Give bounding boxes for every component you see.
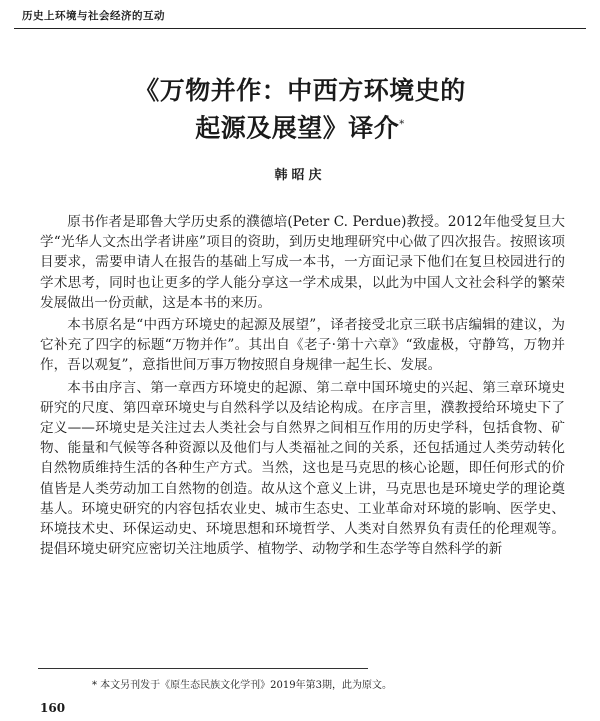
- article-title: [0, 74, 600, 145]
- title-line-2: [0, 108, 600, 145]
- running-head: 历史上环境与社会经济的互动: [22, 10, 165, 22]
- title-line-2-text: 起源及展望》译介: [195, 113, 400, 143]
- title-line-1: 《万物并作：中西方环境史的: [134, 76, 466, 105]
- paragraph-3: 本书由序言、第一章西方环境史的起源、第二章中国环境史的兴起、第三章环境史研究的尺度、第四章环境史与自然科学以及结论构成。在序言里，濮教授给环境史下了定义——环境史是关注过去人类社会与自然界之间相互作用的历史学科，包括食物、矿物、能量和气候等各种资源以及他们与人类福祉之间的关系，还包括通过人类劳动转化自然物质维持生活的各种生产方式。当然，这也是马克思的核心论题，即任何形式的价值皆是人类劳动加工自然物的创造。故从这个意义上讲，马克思也是环境史学的理论奠基人。环境史研究的内容包括农业史、城市生态史、工业革命对环境的影响、医学史、环境技术史、环保运动史、环境思想和环境哲学、人类对自然界负有责任的伦理观等。提倡环境史研究应密切关注地质学、植物学、动物学和生态学等自然科学的新: [40, 379, 565, 558]
- paragraph-2: 本书原名是“中西方环境史的起源及展望”，译者接受北京三联书店编辑的建议，为它补充了四字的标题“万物并作”。其出自《老子·第十六章》“致虚极，守静笃，万物并作，吾以观复”，意指世间万事万物按照自身规律一起生长、发展。: [40, 317, 565, 374]
- body-text: [40, 212, 565, 561]
- author-name: 韩昭庆: [274, 168, 326, 183]
- paragraph-1: 原书作者是耶鲁大学历史系的濮德培(Peter C. Perdue)教授。2012年他受复旦大学“光华人文杰出学者讲座”项目的资助，到历史地理研究中心做了四次报告。按照该项目要求，需要申请人在报告的基础上写成一本书，一方面记录下他们在复旦校园进行的学术思考，同时也让更多的学人能分享这一学术成果，以此为中国人文社会科学的繁荣发展做出一份贡献，这是本书的来历。: [40, 214, 565, 311]
- page-number: 160: [40, 701, 66, 715]
- footnote-rule: [38, 668, 368, 669]
- footnote-marker: *: [399, 119, 405, 130]
- header-rule: [14, 28, 586, 29]
- footnote: * 本文另刊发于《原生态民族文化学刊》2019年第3期，此为原文。: [92, 680, 392, 691]
